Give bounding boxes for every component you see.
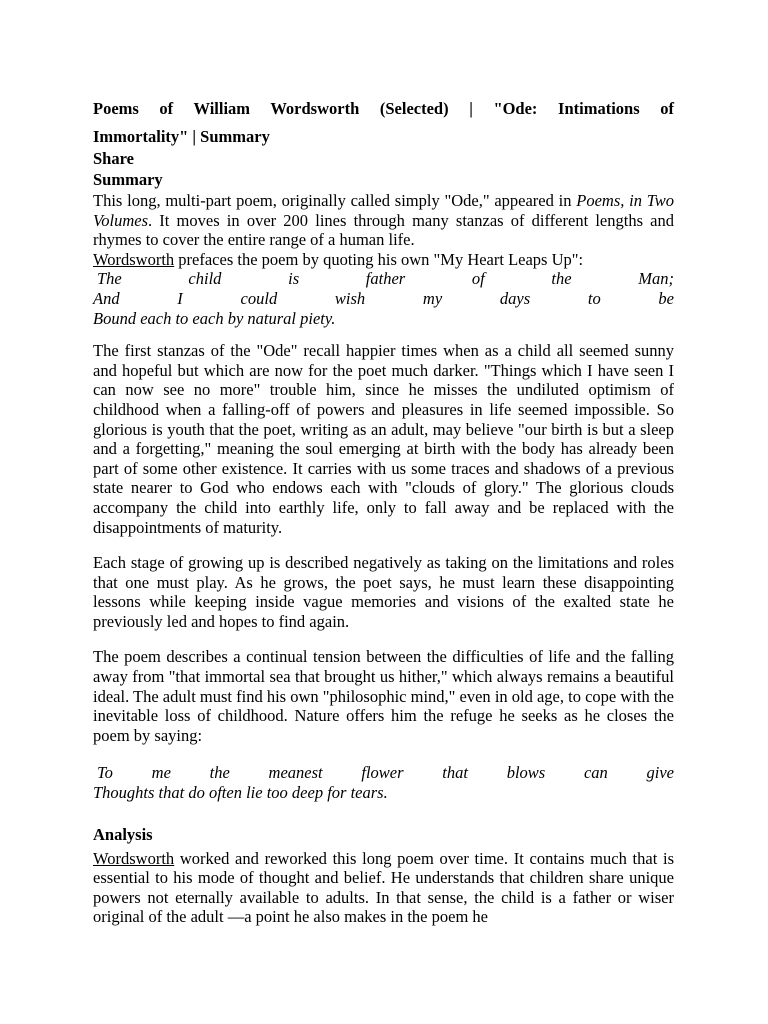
preface-text: prefaces the poem by quoting his own "My Heart Leaps Up": [174,249,584,269]
intro-text-1: This long, multi-part poem, originally called simply "Ode," appeared in [93,191,577,210]
title-line-2: Immortality" | Summary [93,127,270,146]
paragraph-growing-up: Each stage of growing up is described negatively as taking on the limitations and roles that one must play. As he grows, the poet says, he must learn these disappointing lessons while keeping inside vague memories and visions of the exalted state he previously led and hopes to find again. [93,553,674,631]
analysis-paragraph [93,849,674,927]
paragraph-tension: The poem describes a continual tension between the difficulties of life and the falling away from "that immortal sea that brought us hither," which always remains a beautiful ideal. The adult must find his own "philosophic mind," even in old age, to cope with the inevitable loss of childhood. Nature offers him the refuge he seeks as he closes the poem by saying: [93,647,674,745]
spacer [93,328,674,341]
share-link[interactable]: Share [93,149,134,168]
preface-paragraph [93,250,674,270]
intro-text-2: . It moves in over 200 lines through many stanzas of different lengths and rhymes to cover the entire range of a human life. [93,210,674,250]
spacer [93,631,674,647]
title-line-1: Poems of William Wordsworth (Selected) | "Ode: Intimations of [93,99,674,118]
quote-line: The child is father of the Man; [97,269,674,289]
paragraph-first-stanzas: The first stanzas of the "Ode" recall happier times when as a child all seemed sunny and hopeful but which are now for the poet much darker. "Things which I have seen I can now see no more" trouble him, since he misses the undiluted optimism of childhood when a falling-off of powers and pleasures in life seemed impossible. So glorious is youth that the poet, writing as an adult, may believe "our birth is but a sleep and a forgetting," meaning the soul emerging at birth with the body has already been part of some other existence. It carries with us some traces and shadows of a previous state nearer to God who endows each with "clouds of glory." The glorious clouds accompany the child into earthly life, only to fall away and be replaced with the disappointments of maturity. [93,341,674,537]
wordsworth-link[interactable]: Wordsworth [93,249,175,269]
quote-my-heart-leaps-up [93,269,674,328]
spacer [93,537,674,553]
document-page [93,95,674,927]
quote-line: Thoughts that do often lie too deep for tears. [93,783,388,803]
analysis-text: worked and reworked this long poem over time. It contains much that is essential to his mode of thought and belief. He understands that children share unique powers not eternally available to adults. In that sense, the child is a father or wiser original of the adult —a point he also makes in the poem he [93,848,674,927]
intro-paragraph [93,191,674,250]
quote-closing [93,763,674,802]
wordsworth-link[interactable]: Wordsworth [93,848,175,868]
intro-book-title: Poems, in Two Volumes [93,191,674,230]
analysis-heading: Analysis [93,824,153,844]
spacer [93,745,674,763]
summary-heading: Summary [93,170,163,189]
spacer [93,803,674,825]
quote-line: And I could wish my days to be [93,288,674,308]
document-title [93,95,674,151]
quote-line: To me the meanest flower that blows can give [97,763,674,783]
quote-line: Bound each to each by natural piety. [93,308,336,328]
